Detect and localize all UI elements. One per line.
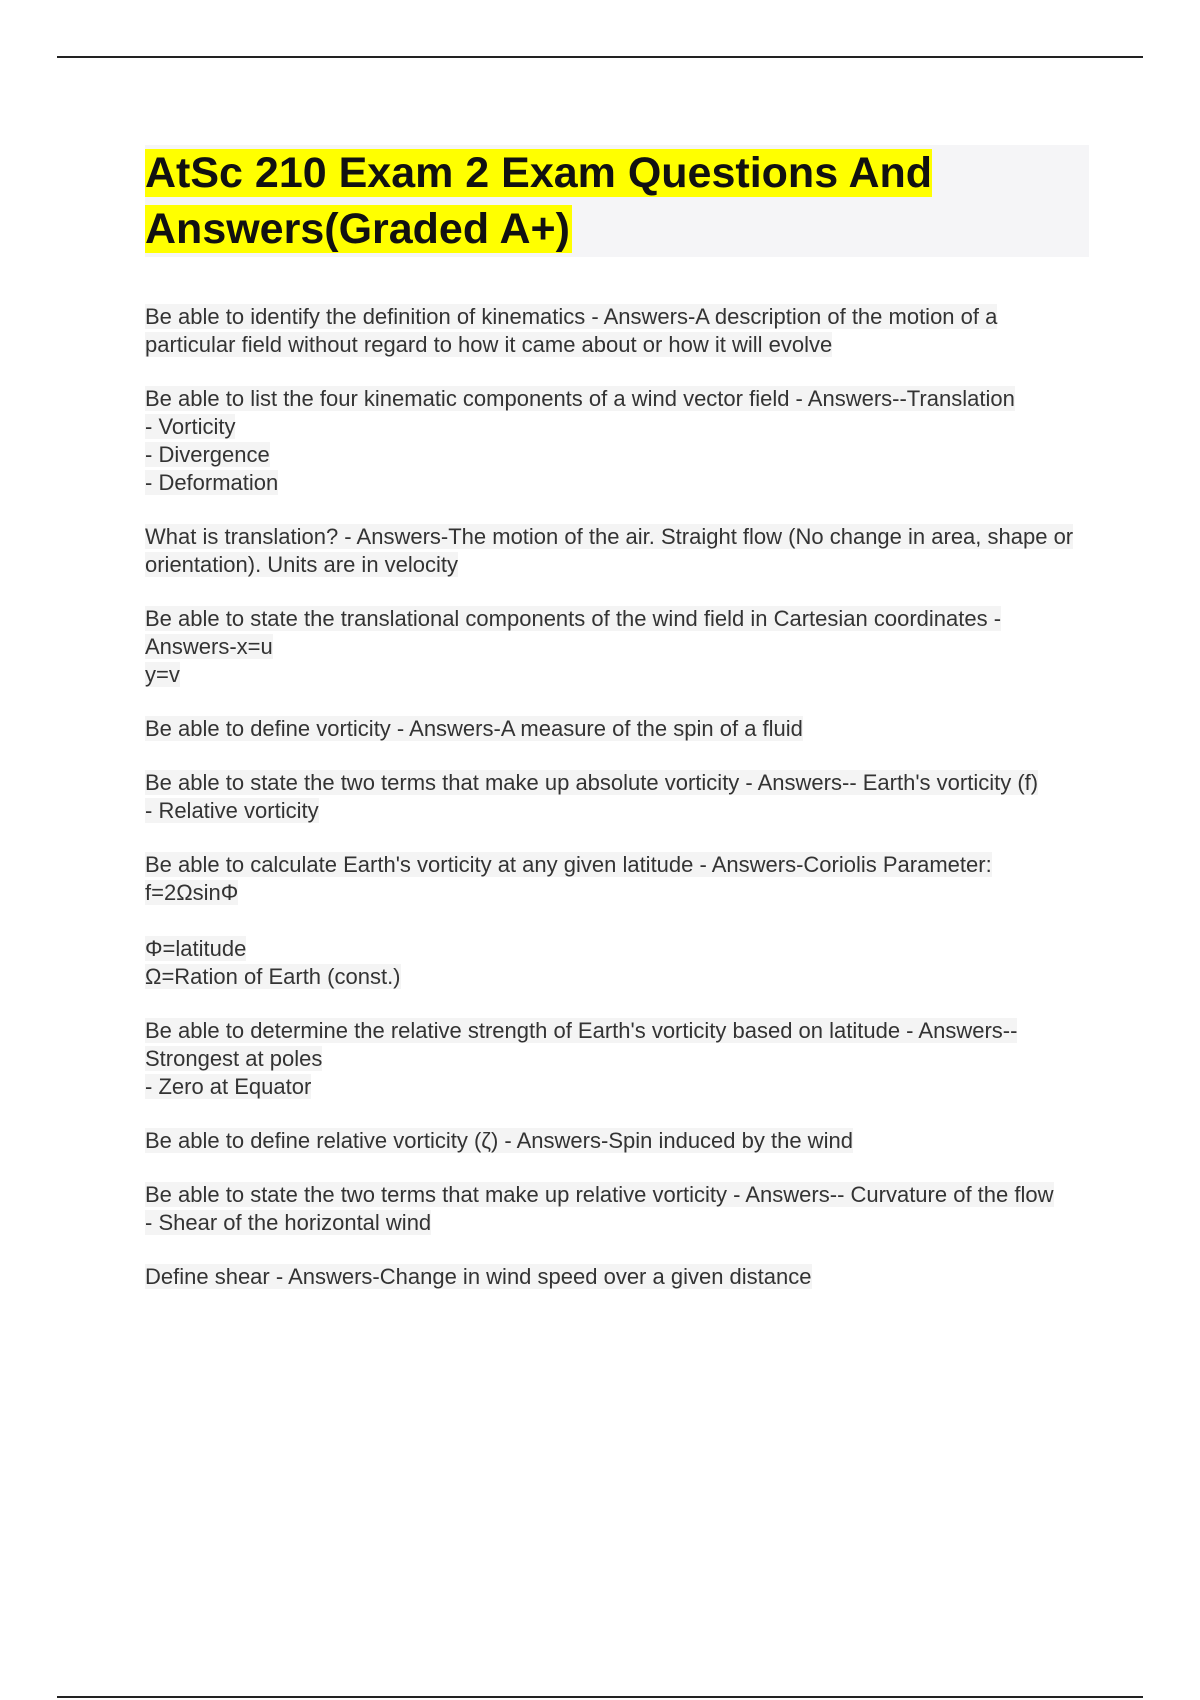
- qa-item: [145, 851, 1089, 991]
- qa-item: [145, 303, 1089, 359]
- qa-extra-text: Φ=latitude: [145, 936, 247, 961]
- qa-extra-text: - Vorticity: [145, 414, 236, 439]
- qa-extra-line: [145, 469, 1089, 497]
- qa-extra-line: [145, 1209, 1089, 1237]
- qa-extra-line: [145, 963, 1089, 991]
- blank-line: [145, 907, 1089, 935]
- qa-extra-line: [145, 1073, 1089, 1101]
- qa-item: [145, 523, 1089, 579]
- qa-item: [145, 1263, 1089, 1291]
- qa-extra-text: y=v: [145, 662, 180, 687]
- qa-question-answer: [145, 303, 1089, 359]
- qa-question-answer: [145, 769, 1089, 797]
- qa-item: [145, 715, 1089, 743]
- qa-extra-text: - Shear of the horizontal wind: [145, 1210, 432, 1235]
- qa-extra-text: - Relative vorticity: [145, 798, 319, 823]
- qa-extra-text: - Deformation: [145, 470, 279, 495]
- qa-question-answer: [145, 605, 1089, 661]
- qa-question-answer: [145, 851, 1089, 907]
- qa-text: Be able to list the four kinematic components of a wind vector field - Answers--Translation: [145, 386, 1015, 411]
- qa-extra-line: [145, 935, 1089, 963]
- qa-text: Be able to define vorticity - Answers-A measure of the spin of a fluid: [145, 716, 803, 741]
- qa-extra-text: - Divergence: [145, 442, 270, 467]
- qa-item: [145, 1017, 1089, 1101]
- qa-text: Define shear - Answers-Change in wind speed over a given distance: [145, 1264, 812, 1289]
- document-body: [145, 145, 1089, 1317]
- qa-list: [145, 303, 1089, 1291]
- qa-question-answer: [145, 1181, 1089, 1209]
- qa-text: What is translation? - Answers-The motion of the air. Straight flow (No change in area, shape or orientation). Units are in velocity: [145, 524, 1074, 577]
- qa-text: Be able to state the translational components of the wind field in Cartesian coordinates - Answers-x=u: [145, 606, 1002, 659]
- document-title: [145, 145, 1089, 257]
- qa-item: [145, 1181, 1089, 1237]
- qa-extra-line: [145, 413, 1089, 441]
- qa-extra-text: - Zero at Equator: [145, 1074, 312, 1099]
- qa-item: [145, 769, 1089, 825]
- qa-text: Be able to define relative vorticity (ζ) - Answers-Spin induced by the wind: [145, 1128, 853, 1153]
- qa-text: Be able to state the two terms that make up relative vorticity - Answers-- Curvature of the flow: [145, 1182, 1054, 1207]
- qa-extra-line: [145, 441, 1089, 469]
- qa-item: [145, 385, 1089, 497]
- qa-question-answer: [145, 385, 1089, 413]
- qa-extra-line: [145, 661, 1089, 689]
- qa-text: Be able to calculate Earth's vorticity at any given latitude - Answers-Coriolis Parameter: f=2ΩsinΦ: [145, 852, 992, 905]
- title-block: [145, 145, 1089, 257]
- qa-extra-text: Ω=Ration of Earth (const.): [145, 964, 401, 989]
- qa-text: Be able to state the two terms that make up absolute vorticity - Answers-- Earth's vorticity (f): [145, 770, 1039, 795]
- qa-text: Be able to identify the definition of kinematics - Answers-A description of the motion of a particular field without regard to how it came about or how it will evolve: [145, 304, 998, 357]
- qa-question-answer: [145, 523, 1089, 579]
- qa-item: [145, 1127, 1089, 1155]
- qa-extra-line: [145, 797, 1089, 825]
- qa-text: Be able to determine the relative strength of Earth's vorticity based on latitude - Answers--Strongest at poles: [145, 1018, 1018, 1071]
- qa-question-answer: [145, 1127, 1089, 1155]
- qa-question-answer: [145, 1263, 1089, 1291]
- header-rule: [57, 56, 1143, 58]
- title-highlight: AtSc 210 Exam 2 Exam Questions And Answers(Graded A+): [145, 149, 933, 253]
- qa-question-answer: [145, 1017, 1089, 1073]
- qa-item: [145, 605, 1089, 689]
- qa-question-answer: [145, 715, 1089, 743]
- footer-rule: [57, 1696, 1143, 1698]
